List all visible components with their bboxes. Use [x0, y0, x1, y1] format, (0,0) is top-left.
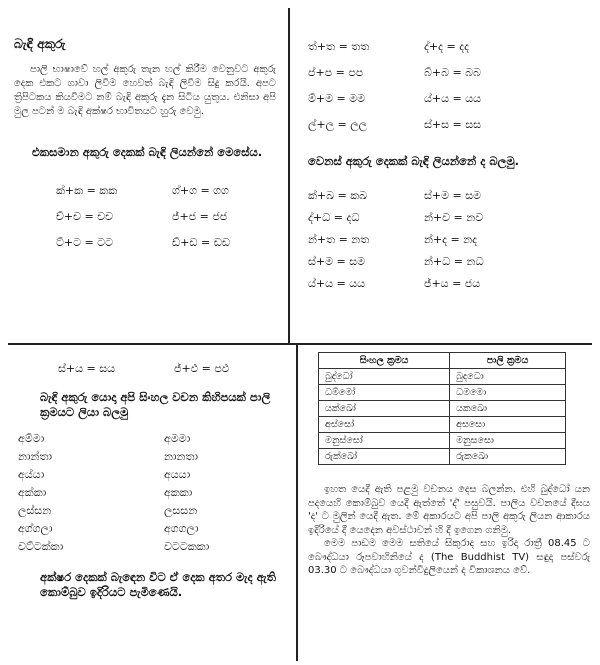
- pair-right: ඩ්+ඩ = ඩඩ: [172, 236, 231, 249]
- pair-right: න්+ධ = නධ: [424, 255, 484, 268]
- column-header-sinhala: සිංහල ක්‍රමය: [319, 353, 450, 369]
- word-row: [18, 502, 286, 520]
- pair-row: [308, 255, 590, 277]
- table-row: [319, 385, 566, 401]
- table-cell: මනුස්සෝ: [319, 433, 450, 449]
- words-heading: බැඳි අකුරු යොදා අපි සිංහල වචන කිහිපයක් පාලි ක්‍රමයට ලියා බලමු: [40, 390, 271, 419]
- word-row: [18, 448, 286, 466]
- table-row: [319, 401, 566, 417]
- pair-right: ග්+ග = ගග: [172, 184, 229, 197]
- word-row: [18, 520, 286, 538]
- same-letter-pairs: [56, 184, 276, 262]
- pair-row: [308, 40, 590, 66]
- sinhala-word: අය්යා: [18, 468, 45, 481]
- sinhala-word: ලස්සන: [18, 504, 52, 517]
- pair-row: [58, 362, 286, 376]
- sinhala-word: අම්මා: [18, 432, 45, 445]
- pair-row: [308, 211, 590, 233]
- word-list: [18, 430, 286, 556]
- pair-right: ස්+ස = සස: [424, 118, 482, 131]
- pair-left: ක්+ඛ = කඛ: [308, 189, 368, 202]
- pair-right: න්+ව = නව: [424, 211, 484, 224]
- pali-word: අයයා: [164, 468, 191, 481]
- pali-word: අගගලා: [164, 522, 199, 535]
- column-header-pali: පාලි ක්‍රමය: [450, 353, 566, 369]
- intro-paragraph: පාලි භාෂාවේ හල් අකුරු තැන හල් කිරීම වෙනුවට අකුරු දෙක එකට ගාවා ලිවීම හෙවත් බැඳි ලිවීම සිදු කරයි. අපට ත්‍රිපිටකය කියවීමට නම් බැඳි අකුරු දැන සිටිය යුතුය. එනිසා අපි මුල පටන් ම බැඳි අක්ෂර භාවිතයට හුරු වෙමු.: [14, 64, 276, 117]
- pair-left: ස්+ය = සය: [58, 362, 116, 375]
- same-letter-pairs-continued: [308, 40, 590, 144]
- broadcast-paragraph: මෙම පාඩම මෙම සතියේ සිකුරාද සහ ඉරිදා රාත්‍රී 08.45 ට බෞද්ධයා රූපවාහිනියේ ද (The Buddhist TV) සඳුදා පස්වරු 03.30 ට බෞද්ධයා ගුවන්විදුලියෙන් ද විකාශනය වේ.: [308, 538, 590, 576]
- pair-right: ජ්+ජ = ජජ: [172, 210, 228, 223]
- explanation-paragraph: ඉහත යෙදී ඇති පළමු වචනය දෙස බලන්න. එහි බුද්ධෝ යන පදයෙහි කොම්බුව යෙදී ඇත්තේ 'ද්' පසුවයි. පාලිය වචනයේ දීඝය 'ද' ට මුලින් යෙදී ඇත. මේ අකාරයට අපි පාලි අකුරු ලියන ආකාරය ඉදිරියේ දී යෙදෙන අවස්ථාවන් හි දී ඉගෙන ගනිමු.: [308, 484, 590, 536]
- pair-row: [56, 210, 276, 236]
- table-cell: ධමමො: [450, 385, 566, 401]
- pair-left: ප්+ප = පප: [308, 66, 364, 79]
- table-cell: මනුසසො: [450, 433, 566, 449]
- word-row: [18, 466, 286, 484]
- pair-left: ක්+ක = කක: [56, 184, 118, 197]
- pair-row: [56, 184, 276, 210]
- table-row: [319, 433, 566, 449]
- pair-left: ම්+ම = මම: [308, 92, 366, 105]
- pair-right: ද්+ද = දද: [424, 40, 469, 53]
- pair-right: ස්+ම = සම: [424, 189, 482, 202]
- table-cell: යක්ඛෝ: [319, 401, 450, 417]
- pali-word: නානතා: [164, 450, 199, 463]
- pair-left: ච්+ච = චච: [56, 210, 114, 223]
- word-row: [18, 538, 286, 556]
- pali-word: ලසසන: [164, 504, 198, 517]
- section-bandi-akuru: [14, 36, 276, 262]
- table-cell: ධම්මෝ: [319, 385, 450, 401]
- section-words-practice: [14, 362, 286, 600]
- pali-word: අකකා: [164, 486, 193, 499]
- pair-row: [308, 233, 590, 255]
- different-letter-pairs: [308, 189, 590, 299]
- table-row: [319, 449, 566, 465]
- table-header-row: [319, 353, 566, 369]
- pair-left: ස්+ම = සම: [308, 255, 366, 268]
- pair-row: [308, 189, 590, 211]
- table-cell: රුක්ඛෝ: [319, 449, 450, 465]
- pair-right: ජ්+ඵ = පඵ: [174, 362, 230, 375]
- section-pairs-continued: [308, 40, 590, 299]
- pair-right: ය්+ය = යය: [424, 92, 482, 105]
- pair-left: ද්+ධ = දධ: [308, 211, 360, 224]
- pair-left: ල්+ල = ලල: [308, 118, 367, 131]
- pair-right: න්+ද = නද: [424, 233, 478, 246]
- word-row: [18, 484, 286, 502]
- table-cell: අස්සෝ: [319, 417, 450, 433]
- table-row: [319, 417, 566, 433]
- different-letters-heading: වෙනස් අකුරු දෙකක් බැඳි ලියන්නේ ද බලමු.: [308, 154, 519, 168]
- pair-left: ය්+ය = යය: [308, 277, 366, 290]
- table-cell: යකඛො: [450, 401, 566, 417]
- sinhala-word: වට්ටක්කා: [18, 540, 64, 553]
- section-pali-table: [308, 352, 590, 578]
- vertical-divider-bottom: [296, 343, 298, 661]
- pair-row: [308, 118, 590, 144]
- table-row: [319, 369, 566, 385]
- table-cell: බුදධො: [450, 369, 566, 385]
- table-cell: රුකඛො: [450, 449, 566, 465]
- pair-row: [56, 236, 276, 262]
- pair-left: ත්+ත = තත: [308, 40, 370, 53]
- table-cell: බුද්ධෝ: [319, 369, 450, 385]
- pair-row: [308, 92, 590, 118]
- pali-word: වටටකකා: [164, 540, 210, 553]
- table-cell: අසසො: [450, 417, 566, 433]
- section-title: බැඳි අකුරු: [14, 36, 66, 51]
- pair-right: බ්+බ = බබ: [424, 66, 481, 79]
- sinhala-word: නාන්තා: [18, 450, 53, 463]
- pair-right: ජ්+ය = ජය: [424, 277, 481, 290]
- vertical-divider-top: [288, 8, 290, 343]
- pair-left: ට්+ට = ටට: [56, 236, 114, 249]
- horizontal-divider: [8, 343, 592, 345]
- pair-row: [308, 277, 590, 299]
- same-letters-heading: එකසමාන අකුරු දෙකක් බැඳි ලියන්නේ මෙසේය.: [32, 145, 263, 159]
- sinhala-word: අක්කා: [18, 486, 47, 499]
- sinhala-pali-table: [318, 352, 566, 465]
- word-row: [18, 430, 286, 448]
- sinhala-word: අග්ගලා: [18, 522, 53, 535]
- kombuwa-note: අක්ෂර දෙකක් බැඳෙන විට ඒ දෙක අතර මැද ඇති කොම්බුව ඉදිරියට පැමිණෙයි.: [40, 570, 276, 599]
- pair-left: න්+ත = නත: [308, 233, 370, 246]
- pair-row: [308, 66, 590, 92]
- pali-word: අමමා: [164, 432, 191, 445]
